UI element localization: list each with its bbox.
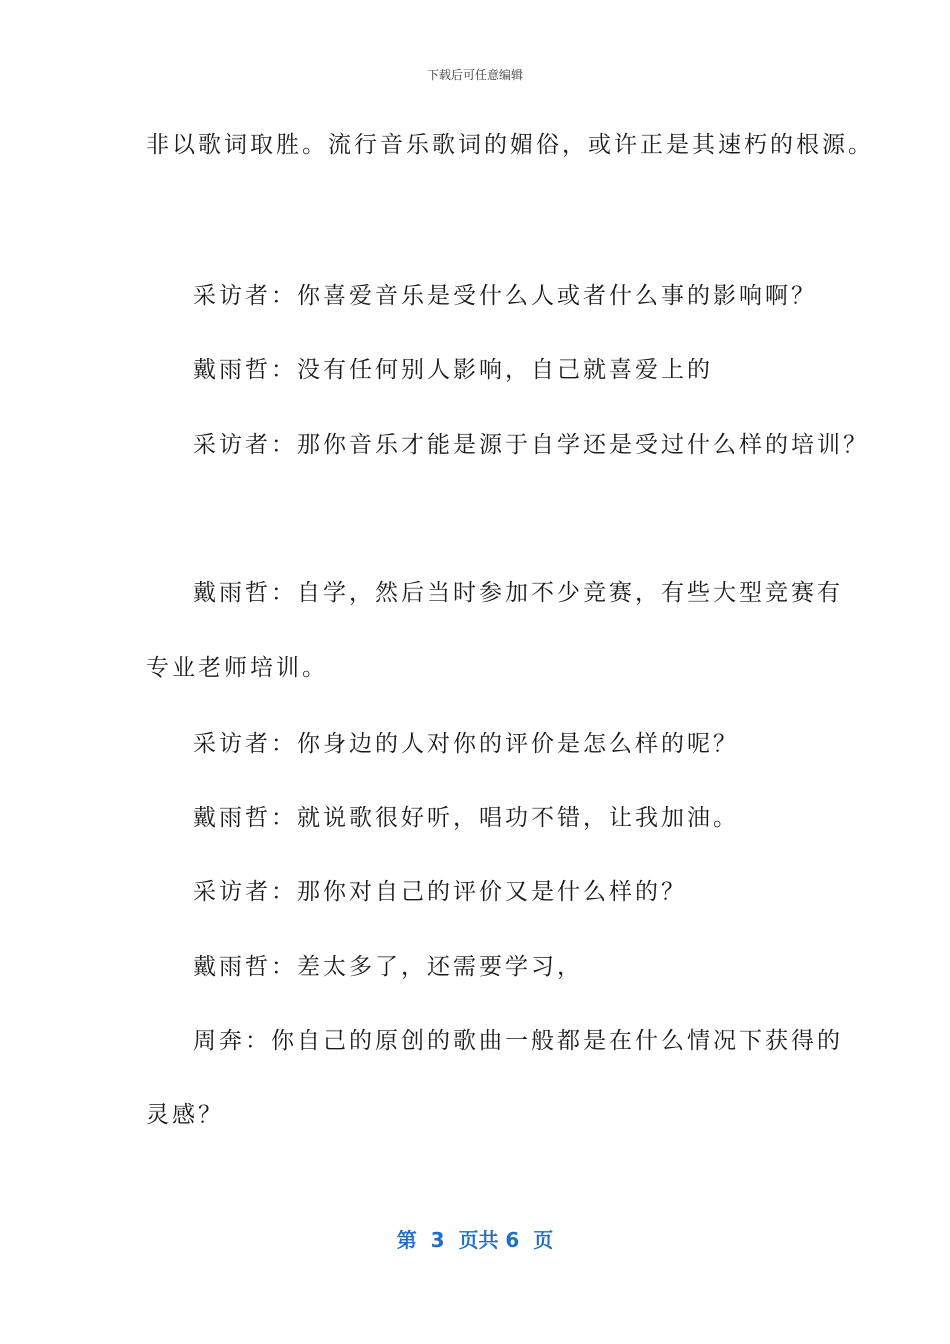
paragraph-line: 采访者：那你音乐才能是源于自学还是受过什么样的培训？ xyxy=(193,432,869,458)
page-number-footer: 第 3 页共 6 页 xyxy=(396,1228,554,1252)
paragraph-line: 灵感？ xyxy=(146,1102,224,1128)
paragraph-line: 戴雨哲：没有任何别人影响，自己就喜爱上的 xyxy=(193,357,713,383)
paragraph-line: 戴雨哲：就说歌很好听，唱功不错，让我加油。 xyxy=(193,805,739,831)
paragraph-line: 专业老师培训。 xyxy=(146,655,328,681)
paragraph-line: 周奔：你自己的原创的歌曲一般都是在什么情况下获得的 xyxy=(193,1028,843,1054)
paragraph-line: 戴雨哲：差太多了，还需要学习， xyxy=(193,954,583,980)
paragraph-line: 采访者：那你对自己的评价又是什么样的？ xyxy=(193,879,687,905)
paragraph-line: 采访者：你身边的人对你的评价是怎么样的呢？ xyxy=(193,731,739,757)
page-header: 下载后可任意编辑 xyxy=(426,68,523,82)
paragraph-line: 非以歌词取胜。流行音乐歌词的媚俗，或许正是其速朽的根源。 xyxy=(146,132,874,158)
paragraph-line: 采访者：你喜爱音乐是受什么人或者什么事的影响啊？ xyxy=(193,283,817,309)
paragraph-line: 戴雨哲：自学，然后当时参加不少竞赛，有些大型竞赛有 xyxy=(193,580,843,606)
